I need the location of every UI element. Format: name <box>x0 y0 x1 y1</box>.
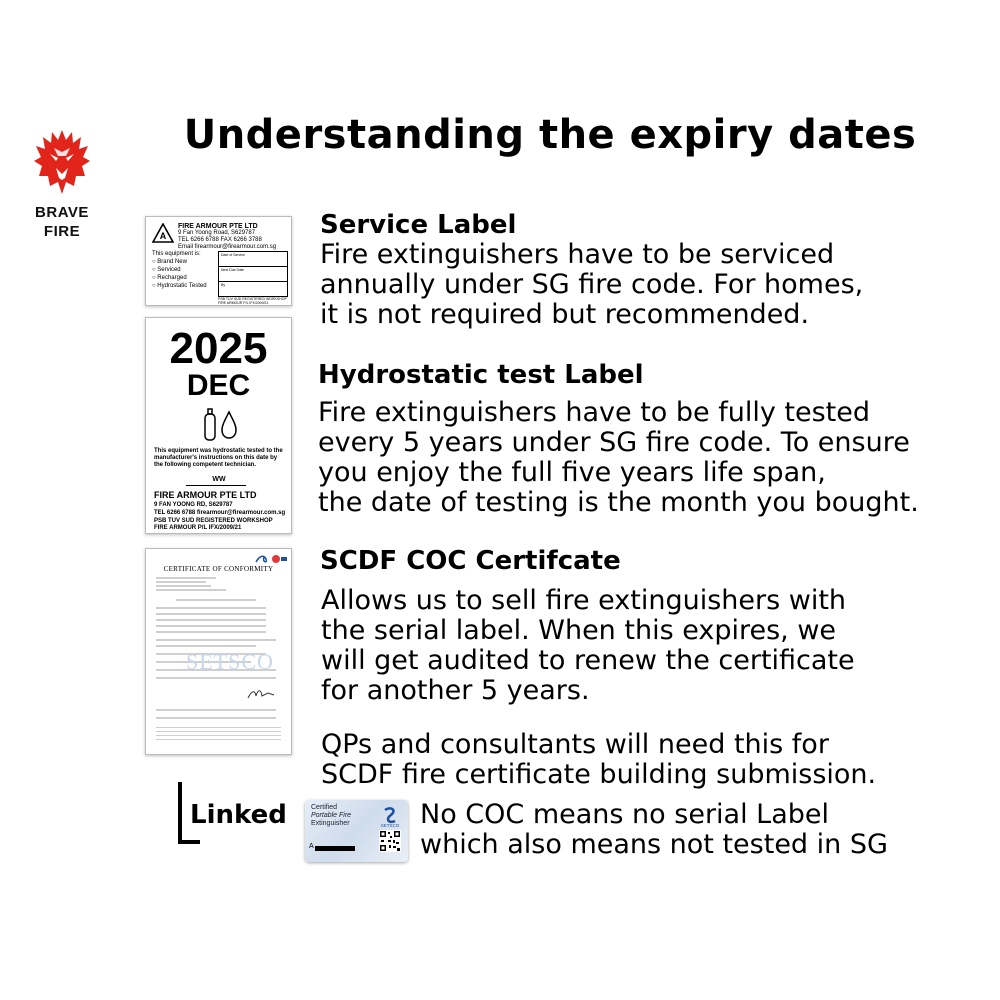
coc-body-line: for another 5 years. <box>321 675 590 706</box>
serial-line: Extinguisher <box>311 820 350 827</box>
coc-body-line: Allows us to sell fire extinguishers with <box>321 585 847 616</box>
hydro-month: DEC <box>186 369 251 402</box>
coc-body-line: the serial label. When this expires, we <box>321 615 837 646</box>
setsco-logo-icon <box>377 806 403 828</box>
coc-text-line <box>156 581 206 583</box>
coc-text-line <box>156 731 281 732</box>
serial-label-text <box>311 804 351 828</box>
hydro-body-line: you enjoy the full five years life span, <box>318 457 826 488</box>
coc-text-line <box>156 709 276 711</box>
coc-text-line <box>156 619 266 621</box>
brand-line-2: FIRE <box>43 223 81 240</box>
linked-body-line: No COC means no serial Label <box>420 799 830 830</box>
serial-prefix: A <box>309 843 314 850</box>
service-body-line: annually under SG fire code. For homes, <box>320 269 864 300</box>
linked-body <box>420 800 888 860</box>
hydro-psb-line: FIRE ARMOUR P/L IFX/2009/21 <box>154 525 242 531</box>
linked-bracket-vertical <box>178 782 182 842</box>
serial-number-redacted <box>315 846 355 851</box>
coc-body-2 <box>321 730 876 790</box>
hydro-psb-line: PSB TUV SUD REGISTERED WORKSHOP <box>154 518 273 524</box>
service-section <box>320 210 863 330</box>
hydro-body-line: the date of testing is the month you bought. <box>318 487 919 518</box>
signature-icon <box>246 687 276 701</box>
service-equip-title: This equipment is: <box>152 251 201 257</box>
coc-section <box>320 546 621 576</box>
linked-bracket-horizontal <box>178 840 200 844</box>
service-box-row: Date of Service <box>219 252 287 267</box>
brand-line-1: BRAVE <box>35 204 89 221</box>
hydrostatic-label-image <box>145 317 292 534</box>
coc-body-line: will get audited to renew the certificate <box>321 645 855 676</box>
coc-text-line <box>156 613 266 615</box>
hydro-heading: Hydrostatic test Label <box>318 360 644 390</box>
coc-text-line <box>156 639 276 641</box>
coc-text-line <box>156 625 266 627</box>
service-option-label: Brand New <box>157 259 187 265</box>
hydro-body <box>318 398 919 518</box>
hydro-section <box>318 360 644 390</box>
coc-body <box>321 586 855 706</box>
service-option: ○ Recharged <box>152 275 187 281</box>
coc-text-line <box>156 607 266 609</box>
coc-text-line <box>156 677 276 679</box>
serial-label-image <box>305 800 408 862</box>
service-label-image <box>145 216 292 306</box>
hydro-tel: TEL 6266 6788 firearmour@firearmour.com.sg <box>154 510 286 516</box>
hydro-body-line: Fire extinguishers have to be fully tested <box>318 397 871 428</box>
coc-text-line <box>156 739 281 740</box>
coc-title: CERTIFICATE OF CONFORMITY <box>163 565 274 573</box>
coc-text-line <box>156 589 226 591</box>
service-address-line: TEL 6266 6788 FAX 6266 3788 <box>178 237 262 243</box>
svg-text:A: A <box>159 231 167 241</box>
service-option-label: Serviced <box>157 267 181 273</box>
linked-body-line: which also means not tested in SG <box>420 829 888 860</box>
service-date-box <box>218 251 288 297</box>
service-option: ○ Hydrostatic Tested <box>152 283 207 289</box>
coc-text-line <box>156 735 281 736</box>
coc-text-line <box>156 727 281 728</box>
qr-code-icon <box>379 830 401 852</box>
hydro-year: 2025 <box>169 324 268 373</box>
service-option-label: Recharged <box>157 275 187 281</box>
hydro-address <box>154 502 233 508</box>
hydro-address-line: 9 FAN YOONG RD, S629787 <box>154 502 233 508</box>
service-option-label: Hydrostatic Tested <box>157 283 207 289</box>
service-footer <box>218 297 287 305</box>
coc-body2-line: QPs and consultants will need this for <box>321 729 829 760</box>
hydro-body-line: every 5 years under SG fire code. To ensure <box>318 427 910 458</box>
lion-flame-icon <box>32 128 92 198</box>
service-option: ○ Serviced <box>152 267 181 273</box>
service-body-line: it is not required but recommended. <box>320 299 810 330</box>
coc-text-line <box>156 631 266 633</box>
service-address-line: 9 Fan Yoong Road, S629787 <box>178 230 256 236</box>
serial-line: Portable Fire <box>311 812 352 819</box>
hydro-signature-line <box>186 485 246 486</box>
coc-body2-line: SCDF fire certificate building submission. <box>321 759 877 790</box>
coc-text-line <box>176 599 256 601</box>
service-box-row: Next Due Date <box>219 267 287 282</box>
service-body-line: Fire extinguishers have to be serviced <box>320 239 835 270</box>
coc-text-line <box>156 577 216 579</box>
service-box-row: By <box>221 283 226 287</box>
brave-fire-logo <box>28 128 96 240</box>
linked-label: Linked <box>190 800 287 830</box>
coc-certificate-image <box>145 548 292 755</box>
coc-text-line <box>156 717 276 719</box>
setsco-logo-icon <box>254 553 288 565</box>
hydro-company: FIRE ARMOUR PTE LTD <box>154 490 257 500</box>
hydro-note: This equipment was hydrostatic tested to the manufacturer's instructions on this date by the following competent technician. <box>154 448 283 468</box>
service-footer-line: PSB TUV SUD REGISTERED WORKSHOP <box>218 297 287 301</box>
coc-text-line <box>156 585 211 587</box>
coc-watermark: SETSCO <box>186 649 274 674</box>
cylinder-droplet-icon <box>201 406 241 442</box>
service-address <box>178 230 276 251</box>
serial-line: Certified <box>311 804 338 811</box>
page-title: Understanding the expiry dates <box>183 112 917 158</box>
fire-armour-logo-icon <box>152 223 174 243</box>
service-company: FIRE ARMOUR PTE LTD <box>178 223 258 230</box>
service-heading: Service Label <box>320 210 517 240</box>
service-footer-line: FIRE ARMOUR P/L IFX/2009/21 <box>218 301 269 305</box>
coc-text-line <box>156 645 256 647</box>
service-options <box>152 251 207 291</box>
serial-logo-text: SETSCO <box>380 823 400 828</box>
hydro-signature: WW <box>212 476 226 483</box>
service-option: ○ Brand New <box>152 259 187 265</box>
coc-heading: SCDF COC Certifcate <box>320 546 621 576</box>
service-address-line: Email firearmour@firearmour.com.sg <box>178 244 277 250</box>
